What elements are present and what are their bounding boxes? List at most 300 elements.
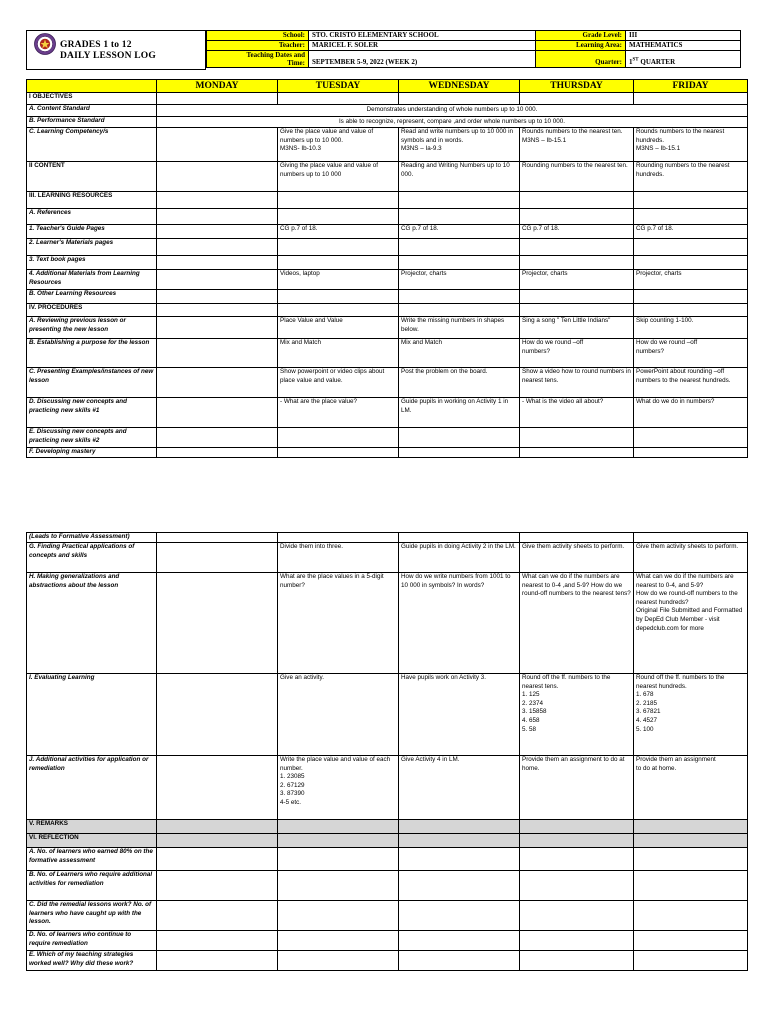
cell-thursday [520, 543, 634, 573]
cell-thursday [520, 239, 634, 256]
row-d-discussing-new-concepts-and-practicing [27, 398, 748, 428]
row-label: A. Content Standard [27, 105, 157, 117]
cell-friday [634, 93, 748, 105]
cell-text-line: 4-5 etc. [280, 798, 301, 806]
cell-wednesday [399, 128, 520, 162]
cell-friday [634, 209, 748, 225]
cell-thursday [520, 756, 634, 820]
row-a-content-standard [27, 105, 748, 117]
cell-text-line: 4. 658 [522, 716, 540, 724]
cell-tuesday [278, 398, 399, 428]
cell-monday [157, 448, 278, 458]
cell-text-line: How do we round-off numbers to the nearest hundreds? [636, 590, 738, 606]
cell-text-line: 2. 2185 [636, 699, 658, 707]
cell-tuesday [278, 290, 399, 304]
cell-friday [634, 368, 748, 398]
row-label: V. REMARKS [27, 820, 157, 834]
row-iv-procedures [27, 304, 748, 317]
row-label: IV. PROCEDURES [27, 304, 157, 317]
cell-friday [634, 820, 748, 834]
cell-text-line: numbers? [636, 347, 665, 355]
school-value: STO. CRISTO ELEMENTARY SCHOOL [309, 31, 536, 41]
row-label: 2. Learner's Materials pages [27, 239, 157, 256]
row-1-teacher-s-guide-pages [27, 225, 748, 239]
cell-friday [634, 834, 748, 848]
cell-text-line: Provide them an assignment [636, 756, 716, 763]
cell-monday [157, 573, 278, 674]
cell-monday [157, 871, 278, 901]
row-label: B. Performance Standard [27, 117, 157, 128]
cell-thursday [520, 225, 634, 239]
cell-text-line: 1. 125 [522, 691, 540, 699]
cell-friday [634, 848, 748, 871]
cell-text-line: What can we do if the numbers are nearest to 0-4, and 5-9? [636, 573, 734, 589]
cell-text-line: Round off the ff. numbers to the nearest tens. [522, 674, 611, 690]
cell-monday [157, 256, 278, 270]
cell-monday [157, 533, 278, 543]
row-b-other-learning-resources [27, 290, 748, 304]
cell-wednesday [399, 93, 520, 105]
day-header-thursday: THURSDAY [520, 80, 634, 93]
row-c-presenting-examples-instances-of-new-l [27, 368, 748, 398]
cell-text-line: Guide pupils in doing Activity 2 in the LM. [401, 543, 516, 550]
cell-tuesday [278, 225, 399, 239]
row-label: 4. Additional Materials from Learning Resources [27, 270, 157, 290]
cell-tuesday [278, 317, 399, 339]
cell-text-line: Guide pupils in working on Activity 1 in LM. [401, 398, 509, 414]
cell-friday [634, 128, 748, 162]
lesson-log-table-page2 [26, 532, 748, 971]
cell-wednesday [399, 543, 520, 573]
cell-text-line: Projector, charts [522, 270, 568, 277]
row-j-additional-activities-for-application- [27, 756, 748, 820]
cell-monday [157, 674, 278, 756]
cell-text-line: Rounding numbers to the nearest hundreds. [636, 162, 730, 178]
cell-text-line: Skip counting 1-100. [636, 317, 694, 324]
cell-wednesday [399, 848, 520, 871]
day-header-monday: MONDAY [157, 80, 278, 93]
cell-text-line: What are the place values in a 5-digit number? [280, 573, 384, 589]
cell-wednesday [399, 573, 520, 674]
cell-text-line: How do we round –off [636, 339, 698, 346]
cell-tuesday [278, 848, 399, 871]
cell-wednesday [399, 820, 520, 834]
cell-friday [634, 290, 748, 304]
cell-wednesday [399, 533, 520, 543]
cell-tuesday [278, 834, 399, 848]
cell-monday [157, 290, 278, 304]
cell-friday [634, 931, 748, 951]
cell-text-line: Give them activity sheets to perform. [522, 543, 625, 550]
cell-friday [634, 871, 748, 901]
row-a-no-of-learners-who-earned-80-on-the-fo [27, 848, 748, 871]
row-label: B. No. of Learners who require additional activities for remediation [27, 871, 157, 901]
grade-level-label: Grade Level: [536, 31, 626, 41]
spanning-cell: Demonstrates understanding of whole numbers up to 10 000. [157, 105, 748, 117]
learning-area-value: MATHEMATICS [626, 41, 741, 51]
cell-thursday [520, 192, 634, 209]
cell-tuesday [278, 448, 399, 458]
form-title-line2: DAILY LESSON LOG [60, 51, 156, 61]
cell-thursday [520, 820, 634, 834]
teaching-dates-label-line2: Time: [287, 59, 305, 67]
cell-text-line: Original File Submitted and Formatted by DepEd Club Member - visit depedclub.com for more [636, 607, 743, 632]
teaching-dates-label-line1: Teaching Dates and [246, 51, 305, 59]
cell-text-line: Round off the ff. numbers to the nearest hundreds. [636, 674, 725, 690]
row-label: I OBJECTIVES [27, 93, 157, 105]
row-i-objectives [27, 93, 748, 105]
cell-monday [157, 192, 278, 209]
cell-text-line: CG p.7 of 18. [522, 225, 560, 232]
cell-friday [634, 256, 748, 270]
cell-tuesday [278, 756, 399, 820]
cell-text-line: 3. 67821 [636, 708, 661, 716]
row-label: E. Discussing new concepts and practicing new skills #2 [27, 428, 157, 448]
cell-monday [157, 368, 278, 398]
cell-text-line: Show a video how to round numbers in nearest tens. [522, 368, 631, 384]
cell-text-line: Have pupils work on Activity 3. [401, 674, 487, 681]
page1-rows [27, 93, 748, 458]
cell-tuesday [278, 931, 399, 951]
cell-text-line: CG p.7 of 18. [280, 225, 318, 232]
cell-text-line: M3NS – Ib-15.1 [636, 145, 681, 153]
cell-thursday [520, 256, 634, 270]
row-label: (Leads to Formative Assessment) [27, 533, 157, 543]
cell-monday [157, 317, 278, 339]
cell-text-line: PowerPoint about rounding –off numbers to the nearest hundreds. [636, 368, 731, 384]
cell-friday [634, 192, 748, 209]
row-label: 3. Text book pages [27, 256, 157, 270]
cell-text-line: 2. 67129 [280, 781, 305, 789]
cell-friday [634, 162, 748, 192]
cell-wednesday [399, 398, 520, 428]
cell-wednesday [399, 225, 520, 239]
row-4-additional-materials-from-learning-res [27, 270, 748, 290]
cell-text-line: What can we do if the numbers are nearest to 0-4 ,and 5-9? How do we round-off numbers to the nearest tens? [522, 573, 631, 598]
teacher-label: Teacher: [207, 41, 309, 51]
cell-text-line: Rounding numbers to the nearest ten. [522, 162, 628, 169]
cell-wednesday [399, 871, 520, 901]
cell-text-line: M3NS – Ib-15.1 [522, 136, 567, 144]
cell-monday [157, 820, 278, 834]
cell-tuesday [278, 820, 399, 834]
cell-thursday [520, 339, 634, 368]
cell-text-line: Give them activity sheets to perform. [636, 543, 739, 550]
cell-monday [157, 951, 278, 971]
cell-wednesday [399, 756, 520, 820]
cell-thursday [520, 428, 634, 448]
deped-seal-icon [34, 33, 56, 55]
cell-monday [157, 270, 278, 290]
row-e-discussing-new-concepts-and-practicing [27, 428, 748, 448]
row-h-making-generalizations-and-abstraction [27, 573, 748, 674]
cell-thursday [520, 871, 634, 901]
cell-tuesday [278, 192, 399, 209]
row-label: A. Reviewing previous lesson or presenting the new lesson [27, 317, 157, 339]
row-label: H. Making generalizations and abstractions about the lesson [27, 573, 157, 674]
cell-text-line: Write the place value and value of each number. [280, 756, 391, 772]
row-label: A. References [27, 209, 157, 225]
cell-text-line: Write the missing numbers in shapes below. [401, 317, 505, 333]
cell-thursday [520, 162, 634, 192]
cell-text-line: Give Activity 4 in LM. [401, 756, 460, 763]
cell-text-line: Projector, charts [401, 270, 447, 277]
cell-monday [157, 128, 278, 162]
cell-text-line: Giving the place value and value of numbers up to 10 000 [280, 162, 379, 178]
cell-text-line: How do we write numbers from 1001 to 10 000 in symbols? In words? [401, 573, 511, 589]
row-i-evaluating-learning [27, 674, 748, 756]
cell-friday [634, 533, 748, 543]
grade-level-value: III [626, 31, 741, 41]
form-title-line1: GRADES 1 to 12 [60, 40, 132, 50]
cell-monday [157, 162, 278, 192]
row-label: D. No. of learners who continue to require remediation [27, 931, 157, 951]
quarter-label: Quarter: [536, 51, 626, 68]
row-ii-content [27, 162, 748, 192]
cell-text-line: Provide them an assignment to do at home. [522, 756, 625, 772]
cell-monday [157, 304, 278, 317]
quarter-value [626, 51, 741, 68]
cell-text-line: Rounds numbers to the nearest ten. [522, 128, 623, 135]
cell-wednesday [399, 428, 520, 448]
cell-text-line: M3NS- Ib-10.3 [280, 145, 321, 153]
cell-text-line: Mix and Match [280, 339, 321, 346]
cell-monday [157, 225, 278, 239]
cell-friday [634, 398, 748, 428]
cell-friday [634, 239, 748, 256]
row-label: F. Developing mastery [27, 448, 157, 458]
row-label: II CONTENT [27, 162, 157, 192]
cell-tuesday [278, 93, 399, 105]
page2-rows [27, 533, 748, 971]
cell-text-line: 5. 100 [636, 725, 654, 733]
cell-thursday [520, 533, 634, 543]
cell-text-line: Reading and Writing Numbers up to 10 000. [401, 162, 510, 178]
cell-friday [634, 448, 748, 458]
cell-text-line: - What are the place value? [280, 398, 358, 405]
row-a-references [27, 209, 748, 225]
cell-monday [157, 543, 278, 573]
cell-text-line: What do we do in numbers? [636, 398, 715, 405]
cell-wednesday [399, 239, 520, 256]
cell-monday [157, 93, 278, 105]
teaching-dates-value: SEPTEMBER 5-9, 2022 (WEEK 2) [309, 51, 536, 68]
cell-text-line: Sing a song " Ten Little Indians" [522, 317, 611, 324]
row-g-finding-practical-applications-of-conc [27, 543, 748, 573]
school-label: School: [207, 31, 309, 41]
row-v-remarks [27, 820, 748, 834]
row-label: 1. Teacher's Guide Pages [27, 225, 157, 239]
row-vi-reflection [27, 834, 748, 848]
row-d-no-of-learners-who-continue-to-require [27, 931, 748, 951]
cell-text-line: Give an activity. [280, 674, 324, 681]
row-b-performance-standard [27, 117, 748, 128]
day-header-friday: FRIDAY [634, 80, 748, 93]
cell-tuesday [278, 339, 399, 368]
cell-text-line: 4. 4527 [636, 716, 658, 724]
row-iii-learning-resources [27, 192, 748, 209]
row-label: VI. REFLECTION [27, 834, 157, 848]
cell-text-line: Post the problem on the board. [401, 368, 488, 375]
cell-wednesday [399, 270, 520, 290]
cell-wednesday [399, 162, 520, 192]
cell-wednesday [399, 901, 520, 931]
cell-text-line: M3NS – Ia-9.3 [401, 145, 442, 153]
cell-friday [634, 951, 748, 971]
cell-wednesday [399, 674, 520, 756]
cell-tuesday [278, 270, 399, 290]
cell-text-line: 3. 15858 [522, 708, 547, 716]
cell-friday [634, 304, 748, 317]
cell-monday [157, 209, 278, 225]
spanning-cell: Is able to recognize, represent, compare ,and order whole numbers up to 10 000. [157, 117, 748, 128]
cell-text-line: Place Value and Value [280, 317, 343, 324]
cell-friday [634, 339, 748, 368]
day-header-blank [27, 80, 157, 93]
cell-text-line: How do we round –off [522, 339, 584, 346]
lesson-log-table-page1 [26, 79, 748, 458]
cell-tuesday [278, 543, 399, 573]
row-label: A. No. of learners who earned 80% on the formative assessment [27, 848, 157, 871]
cell-text-line: 5. 58 [522, 725, 537, 733]
row-label: E. Which of my teaching strategies worked well? Why did these work? [27, 951, 157, 971]
teaching-dates-label [207, 51, 309, 68]
quarter-text: 1ST QUARTER [629, 57, 676, 66]
cell-monday [157, 756, 278, 820]
cell-wednesday [399, 192, 520, 209]
cell-friday [634, 573, 748, 674]
cell-thursday [520, 270, 634, 290]
cell-tuesday [278, 428, 399, 448]
cell-friday [634, 225, 748, 239]
cell-text-line: Divide them into three. [280, 543, 343, 550]
row-e-which-of-my-teaching-strategies-worked [27, 951, 748, 971]
cell-text-line: to do at home. [636, 764, 677, 772]
cell-text-line: Rounds numbers to the nearest hundreds. [636, 128, 725, 144]
row-label: III. LEARNING RESOURCES [27, 192, 157, 209]
cell-friday [634, 317, 748, 339]
cell-thursday [520, 848, 634, 871]
cell-thursday [520, 368, 634, 398]
cell-monday [157, 848, 278, 871]
header-info-table [206, 30, 741, 68]
cell-friday [634, 901, 748, 931]
cell-tuesday [278, 951, 399, 971]
cell-thursday [520, 674, 634, 756]
cell-text-line: Videos, laptop [280, 270, 320, 277]
row-label: D. Discussing new concepts and practicing new skills #1 [27, 398, 157, 428]
cell-text-line: - What is the video all about? [522, 398, 604, 405]
cell-text-line: 1. 23085 [280, 773, 305, 781]
cell-thursday [520, 573, 634, 674]
row-label: G. Finding Practical applications of concepts and skills [27, 543, 157, 573]
cell-friday [634, 674, 748, 756]
row-2-learner-s-materials-pages [27, 239, 748, 256]
cell-wednesday [399, 834, 520, 848]
cell-text-line: CG p.7 of 18. [636, 225, 674, 232]
row-a-reviewing-previous-lesson-or-presentin [27, 317, 748, 339]
day-header-row [27, 80, 748, 93]
cell-tuesday [278, 533, 399, 543]
cell-wednesday [399, 448, 520, 458]
cell-text-line: 1. 678 [636, 691, 654, 699]
cell-thursday [520, 128, 634, 162]
cell-text-line: numbers? [522, 347, 551, 355]
cell-tuesday [278, 573, 399, 674]
learning-area-label: Learning Area: [536, 41, 626, 51]
cell-tuesday [278, 304, 399, 317]
cell-wednesday [399, 317, 520, 339]
cell-friday [634, 756, 748, 820]
cell-monday [157, 239, 278, 256]
cell-wednesday [399, 931, 520, 951]
cell-thursday [520, 951, 634, 971]
cell-text-line: Give the place value and value of numbers up to 10 000. [280, 128, 374, 144]
cell-wednesday [399, 339, 520, 368]
cell-tuesday [278, 256, 399, 270]
cell-tuesday [278, 871, 399, 901]
cell-thursday [520, 448, 634, 458]
cell-monday [157, 339, 278, 368]
cell-friday [634, 543, 748, 573]
cell-thursday [520, 901, 634, 931]
cell-tuesday [278, 901, 399, 931]
cell-thursday [520, 317, 634, 339]
cell-text-line: Mix and Match [401, 339, 442, 346]
teacher-value: MARICEL F. SOLER [309, 41, 536, 51]
row-3-text-book-pages [27, 256, 748, 270]
cell-wednesday [399, 951, 520, 971]
cell-monday [157, 931, 278, 951]
row-label: B. Other Learning Resources [27, 290, 157, 304]
cell-tuesday [278, 209, 399, 225]
cell-text-line: Show powerpoint or video clips about place value and value. [280, 368, 385, 384]
cell-tuesday [278, 368, 399, 398]
day-header-tuesday: TUESDAY [278, 80, 399, 93]
cell-friday [634, 270, 748, 290]
cell-monday [157, 901, 278, 931]
cell-tuesday [278, 674, 399, 756]
cell-wednesday [399, 256, 520, 270]
cell-thursday [520, 209, 634, 225]
row-label: C. Learning Competency/s [27, 128, 157, 162]
cell-friday [634, 428, 748, 448]
cell-text-line: 2. 2374 [522, 699, 544, 707]
cell-thursday [520, 304, 634, 317]
cell-tuesday [278, 128, 399, 162]
cell-wednesday [399, 290, 520, 304]
row-label: C. Presenting Examples/instances of new lesson [27, 368, 157, 398]
row-b-no-of-learners-who-require-additional- [27, 871, 748, 901]
cell-monday [157, 428, 278, 448]
row-c-learning-competency-s [27, 128, 748, 162]
row-label: J. Additional activities for application or remediation [27, 756, 157, 820]
cell-wednesday [399, 368, 520, 398]
cell-thursday [520, 398, 634, 428]
row-c-did-the-remedial-lessons-work-no-of-le [27, 901, 748, 931]
row-label: C. Did the remedial lessons work? No. of learners who have caught up with the lesson. [27, 901, 157, 931]
cell-text-line: CG p.7 of 18. [401, 225, 439, 232]
cell-tuesday [278, 162, 399, 192]
cell-text-line: Projector, charts [636, 270, 682, 277]
cell-thursday [520, 290, 634, 304]
cell-monday [157, 834, 278, 848]
row-leads-to-formative-assessment [27, 533, 748, 543]
row-label: B. Establishing a purpose for the lesson [27, 339, 157, 368]
row-b-establishing-a-purpose-for-the-lesson [27, 339, 748, 368]
row-f-developing-mastery [27, 448, 748, 458]
cell-thursday [520, 93, 634, 105]
